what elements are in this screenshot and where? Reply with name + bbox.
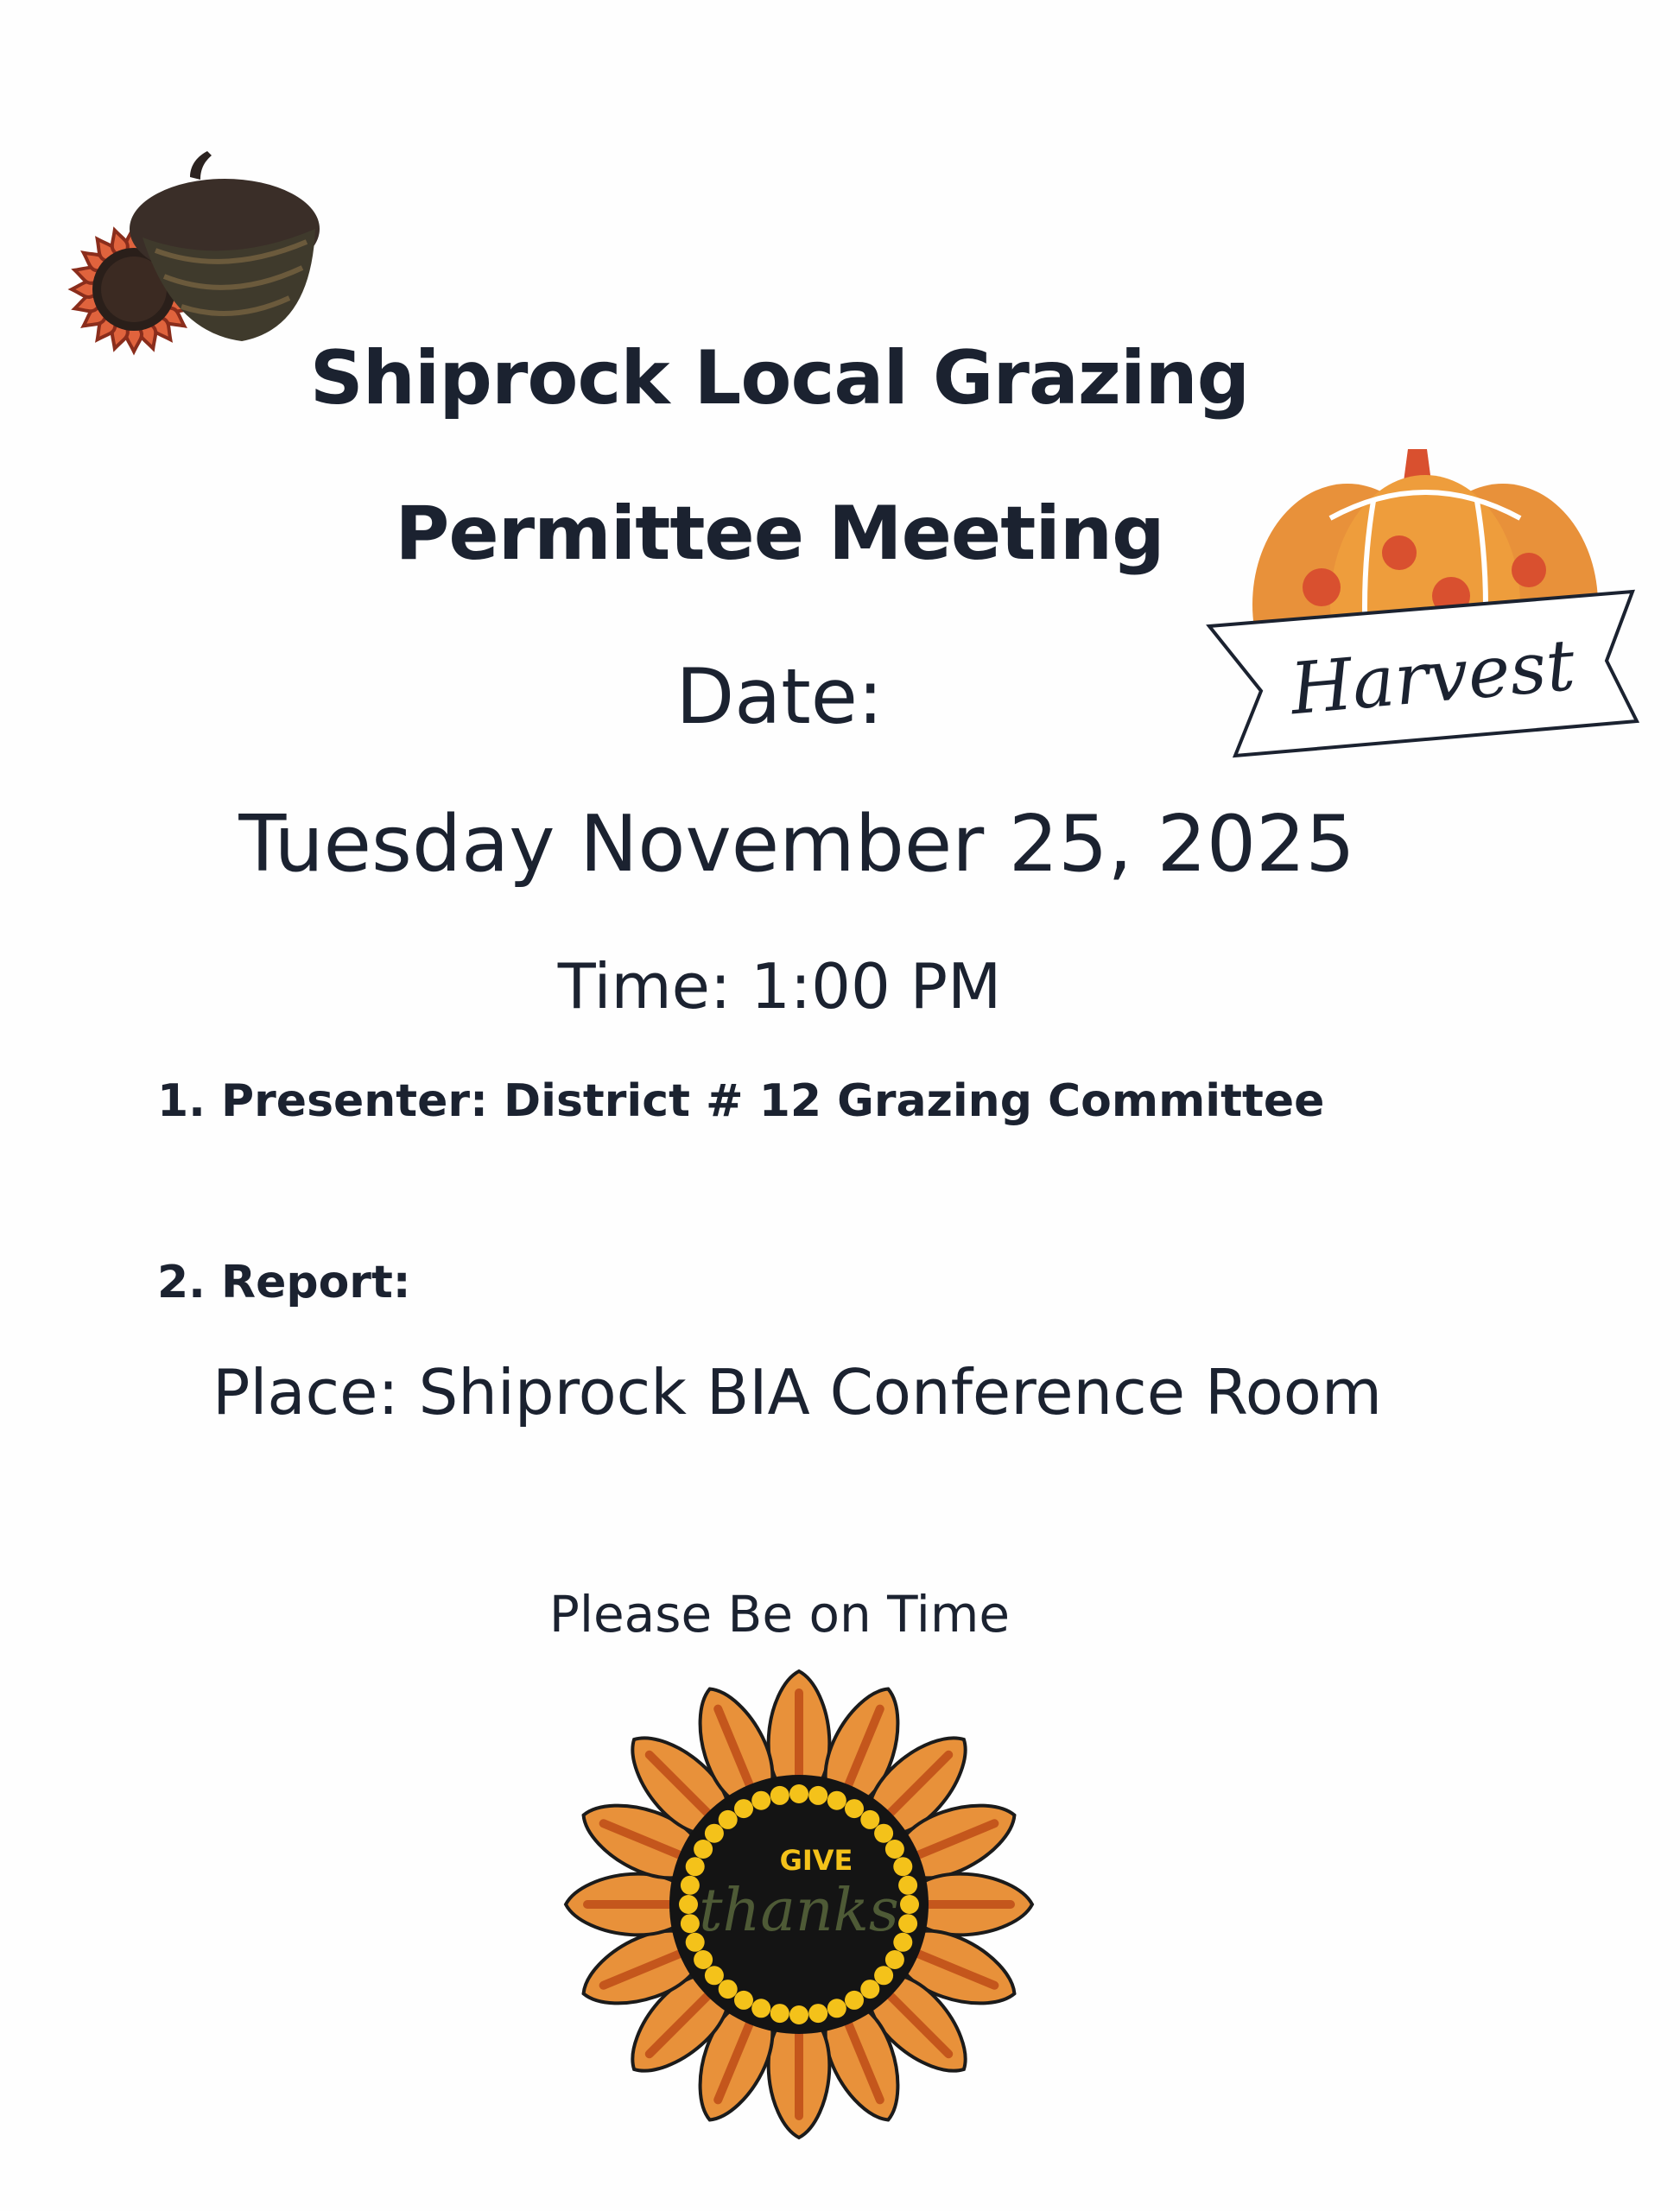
agenda-item-2	[157, 1257, 411, 1308]
title-line-2: Permittee Meeting	[395, 491, 1164, 577]
date-value: Tuesday November 25, 2025	[238, 799, 1355, 890]
harvest-banner-text: Harvest	[1287, 624, 1578, 732]
sunflower-icon	[553, 1658, 1045, 2151]
agenda-item-text: Report:	[221, 1257, 411, 1308]
thanks-text: thanks	[699, 1877, 899, 1945]
footer-note: Please Be on Time	[548, 1585, 1011, 1644]
agenda-item-number: 2.	[157, 1257, 206, 1308]
title-line-1: Shiprock Local Grazing	[309, 335, 1250, 421]
meeting-time: Time: 1:00 PM	[557, 950, 1002, 1023]
agenda-item-text: Presenter: District # 12 Grazing Committee	[221, 1075, 1325, 1127]
agenda-item-1	[157, 1075, 1324, 1127]
agenda-item-number: 1.	[157, 1075, 206, 1127]
meeting-place: Place: Shiprock BIA Conference Room	[212, 1356, 1382, 1429]
date-label: Date:	[675, 652, 884, 741]
give-text: GIVE	[779, 1844, 853, 1877]
